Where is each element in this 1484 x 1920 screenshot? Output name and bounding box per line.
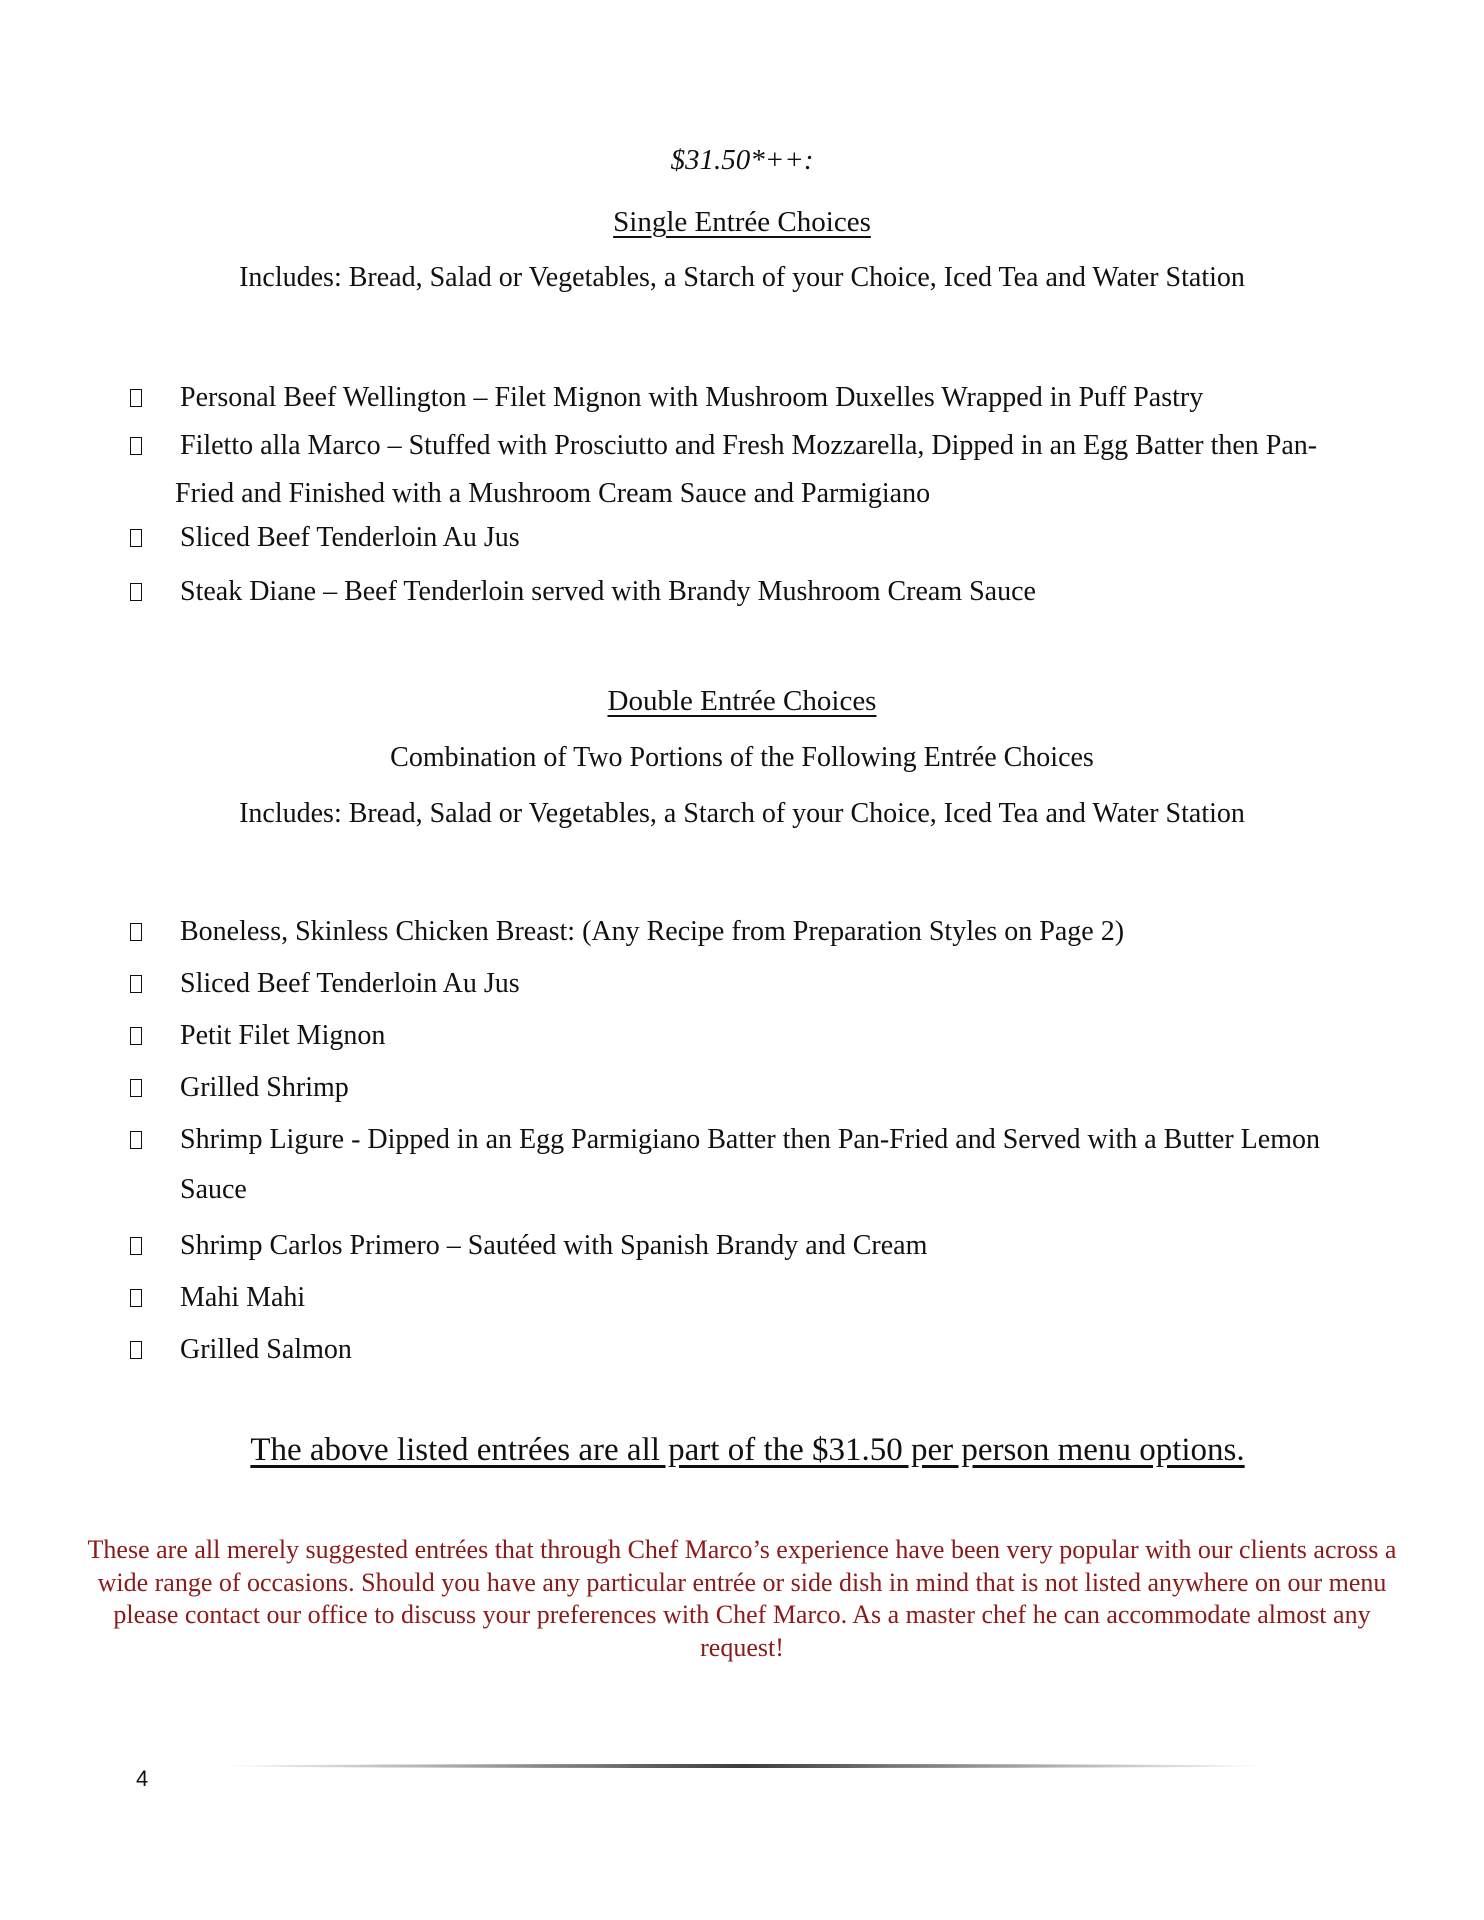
checkbox-icon	[130, 1131, 142, 1149]
single-entree-heading: Single Entrée Choices	[613, 206, 871, 238]
double-includes: Includes: Bread, Salad or Vegetables, a Starch of your Choice, Iced Tea and Water Station	[239, 798, 1245, 829]
list-item-continuation: Sauce	[180, 1174, 247, 1205]
checkbox-icon	[130, 529, 142, 547]
checkbox-icon	[130, 1079, 142, 1097]
list-item: Boneless, Skinless Chicken Breast: (Any Recipe from Preparation Styles on Page 2)	[130, 908, 1380, 956]
list-item: Steak Diane – Beef Tenderloin served with Brandy Mushroom Cream Sauce	[130, 568, 1380, 616]
checkbox-icon	[130, 437, 142, 455]
list-item: Shrimp Carlos Primero – Sautéed with Spanish Brandy and Cream	[130, 1222, 1380, 1270]
checkbox-icon	[130, 1289, 142, 1307]
checkbox-icon	[130, 923, 142, 941]
list-item: Grilled Shrimp	[130, 1064, 1380, 1112]
checkbox-icon	[130, 389, 142, 407]
list-item: Petit Filet Mignon	[130, 1012, 1380, 1060]
page-number: 4	[136, 1766, 149, 1791]
footer-divider	[220, 1764, 1268, 1768]
list-item-continuation: Fried and Finished with a Mushroom Cream Sauce and Parmigiano	[175, 478, 931, 509]
double-entree-heading: Double Entrée Choices	[607, 685, 877, 717]
checkbox-icon	[130, 975, 142, 993]
list-item: Sliced Beef Tenderloin Au Jus	[130, 514, 1380, 562]
disclaimer: These are all merely suggested entrées that through Chef Marco’s experience have been very popular with our clients across a wide range of occasions. Should you have any particular entrée or side dish in mind that is not listed anywhere on our menu please contact our office to discuss your preferences with Chef Marco. As a master chef he can accommodate almost any request!	[87, 1535, 1397, 1662]
list-item: Mahi Mahi	[130, 1274, 1380, 1322]
list-item: Filetto alla Marco – Stuffed with Prosciutto and Fresh Mozzarella, Dipped in an Egg Batter then Pan-	[130, 422, 1380, 470]
list-item: Personal Beef Wellington – Filet Mignon with Mushroom Duxelles Wrapped in Puff Pastry	[130, 374, 1380, 422]
checkbox-icon	[130, 1237, 142, 1255]
checkbox-icon	[130, 1341, 142, 1359]
list-item: Grilled Salmon	[130, 1326, 1380, 1374]
price-note: The above listed entrées are all part of the $31.50 per person menu options.	[250, 1432, 1245, 1468]
price-heading: $31.50*++:	[670, 144, 814, 176]
single-includes: Includes: Bread, Salad or Vegetables, a Starch of your Choice, Iced Tea and Water Station	[239, 262, 1245, 293]
checkbox-icon	[130, 583, 142, 601]
checkbox-icon	[130, 1027, 142, 1045]
list-item: Shrimp Ligure - Dipped in an Egg Parmigiano Batter then Pan-Fried and Served with a Butter Lemon	[130, 1116, 1380, 1164]
double-subheading: Combination of Two Portions of the Following Entrée Choices	[390, 742, 1094, 773]
list-item: Sliced Beef Tenderloin Au Jus	[130, 960, 1380, 1008]
